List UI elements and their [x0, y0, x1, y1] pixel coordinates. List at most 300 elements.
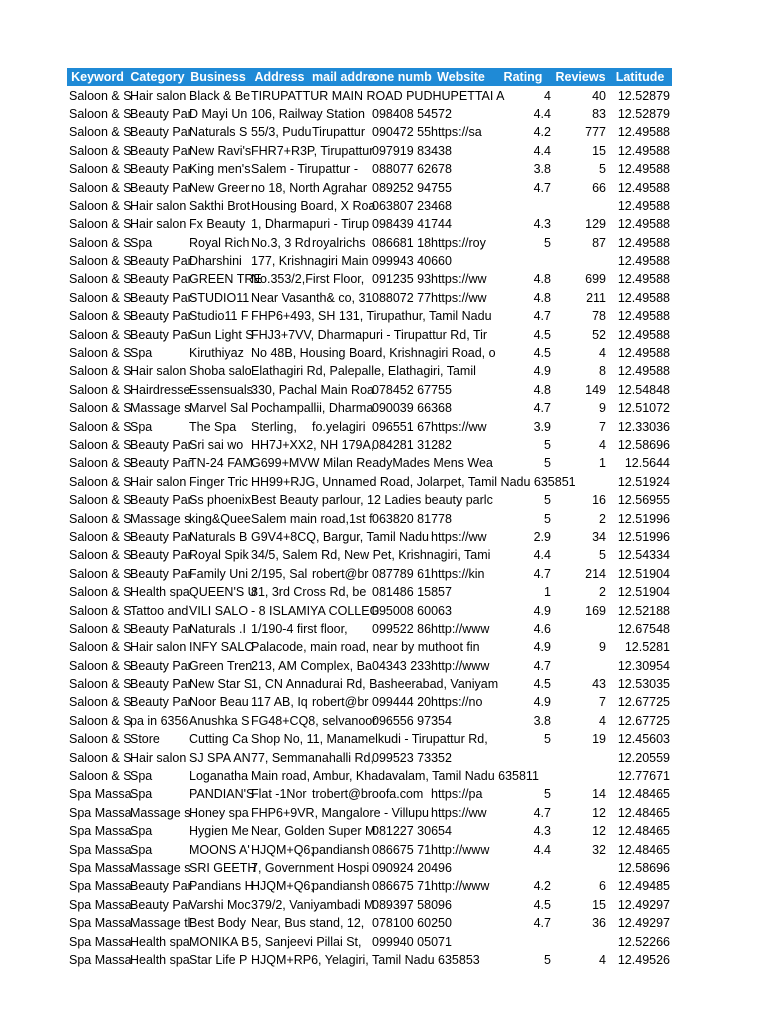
cell-latitude[interactable]: 12.49588 — [617, 198, 670, 213]
cell-keyword[interactable]: Saloon & S — [69, 217, 132, 232]
cell-keyword[interactable]: Saloon & S — [69, 769, 132, 784]
cell-rating[interactable]: 4.2 — [533, 125, 551, 140]
cell-address[interactable]: 2/195, Sal — [251, 566, 308, 581]
cell-address[interactable]: FHR7+R3P, Tirupattur — [251, 143, 374, 158]
cell-business[interactable]: Noor Beau — [189, 695, 249, 710]
cell-rating[interactable] — [493, 859, 553, 877]
cell-keyword[interactable]: Saloon & S — [69, 162, 132, 177]
cell-keyword[interactable]: Spa Massa — [69, 916, 132, 931]
cell-latitude[interactable]: 12.5644 — [624, 456, 670, 471]
cell-address[interactable]: FHJ3+7VV, Dharmapuri - Tirupattur Rd, Tir — [251, 327, 488, 342]
cell-reviews[interactable]: 4 — [599, 713, 606, 728]
cell-category[interactable]: Spa — [130, 769, 153, 784]
cell-address[interactable]: Flat -1Nor — [251, 787, 307, 802]
cell-latitude[interactable]: 12.48465 — [617, 805, 670, 820]
cell-phone[interactable]: 099943 40660 — [372, 254, 452, 269]
cell-latitude[interactable]: 12.51924 — [617, 474, 670, 489]
cell-reviews[interactable]: 83 — [592, 106, 606, 121]
cell-address[interactable]: Salem - Tirupattur - — [251, 162, 358, 177]
cell-business[interactable]: New Ravi's — [189, 143, 252, 158]
cell-category[interactable]: Hairdresse — [130, 382, 191, 397]
cell-reviews[interactable]: 7 — [599, 695, 606, 710]
cell-latitude[interactable]: 12.49526 — [617, 952, 670, 967]
cell-address[interactable]: 177, Krishnagiri Main — [251, 254, 369, 269]
cell-latitude[interactable]: 12.49588 — [617, 290, 670, 305]
cell-rating[interactable]: 4.4 — [533, 106, 551, 121]
cell-latitude[interactable]: 12.48465 — [617, 842, 670, 857]
cell-website[interactable]: https://sa — [431, 125, 482, 140]
cell-keyword[interactable]: Saloon & S — [69, 235, 132, 250]
cell-business[interactable]: The Spa — [189, 419, 237, 434]
cell-keyword[interactable]: Saloon & S — [69, 382, 132, 397]
cell-category[interactable]: Massage tl — [130, 916, 191, 931]
cell-rating[interactable]: 1 — [544, 585, 551, 600]
cell-reviews[interactable]: 699 — [585, 272, 606, 287]
cell-rating[interactable]: 4.3 — [533, 824, 551, 839]
cell-rating[interactable]: 4.7 — [533, 180, 551, 195]
cell-address[interactable]: Sterling, — [251, 419, 297, 434]
cell-business[interactable]: Essensuals — [189, 382, 253, 397]
cell-keyword[interactable]: Saloon & S — [69, 254, 132, 269]
cell-latitude[interactable]: 12.49588 — [617, 125, 670, 140]
cell-keyword[interactable]: Saloon & S — [69, 713, 132, 728]
cell-address[interactable]: TIRUPATTUR MAIN ROAD PUDHUPETTAI A — [251, 88, 505, 103]
cell-category[interactable]: Spa — [130, 842, 153, 857]
cell-address[interactable]: HJQM+RP6, Yelagiri, Tamil Nadu 635853 — [251, 952, 480, 967]
cell-phone[interactable]: 098408 54572 — [372, 106, 452, 121]
cell-business[interactable]: Studio11 F — [189, 309, 249, 324]
cell-keyword[interactable]: Saloon & S — [69, 640, 132, 655]
cell-business[interactable]: Anushka S — [189, 713, 250, 728]
cell-latitude[interactable]: 12.67548 — [617, 621, 670, 636]
cell-email[interactable]: pandiansh — [312, 879, 370, 894]
cell-address[interactable]: HH99+RJG, Unnamed Road, Jolarpet, Tamil Nadu 635851 — [251, 474, 576, 489]
cell-website[interactable]: https://ww — [431, 805, 487, 820]
cell-email[interactable]: Tirupattur — [312, 125, 366, 140]
cell-address[interactable]: 106, Railway Station — [251, 106, 365, 121]
cell-reviews[interactable]: 214 — [585, 566, 606, 581]
cell-reviews[interactable]: 36 — [592, 916, 606, 931]
cell-address[interactable]: 213, AM Complex, Ba — [251, 658, 372, 673]
column-header[interactable]: Rating — [503, 70, 543, 85]
cell-rating[interactable]: 4.9 — [533, 364, 551, 379]
cell-latitude[interactable]: 12.58696 — [617, 438, 670, 452]
cell-phone[interactable]: 078100 60250 — [372, 916, 452, 931]
cell-category[interactable]: Beauty Par — [130, 438, 192, 452]
cell-business[interactable]: New Star S — [189, 677, 253, 692]
cell-latitude[interactable]: 12.49485 — [617, 879, 670, 894]
cell-reviews[interactable] — [553, 252, 608, 270]
cell-business[interactable]: Sri sai wo — [189, 438, 244, 452]
cell-address[interactable]: G9V4+8CQ, Bargur, Tamil Nadu — [251, 529, 429, 544]
cell-phone[interactable]: 098439 41744 — [372, 217, 452, 232]
cell-keyword[interactable]: Saloon & S — [69, 198, 132, 213]
cell-website[interactable]: https://no — [431, 695, 483, 710]
cell-reviews[interactable]: 7 — [599, 419, 606, 434]
cell-latitude[interactable]: 12.67725 — [617, 695, 670, 710]
column-header[interactable]: Keyword — [71, 70, 124, 85]
cell-latitude[interactable]: 12.49588 — [617, 217, 670, 232]
cell-category[interactable]: Hair salon — [130, 198, 187, 213]
column-header[interactable]: Business — [190, 70, 246, 85]
cell-latitude[interactable]: 12.49588 — [617, 143, 670, 158]
cell-keyword[interactable]: Spa Massa — [69, 897, 132, 912]
cell-rating[interactable]: 4.5 — [533, 677, 551, 692]
cell-reviews[interactable]: 4 — [599, 438, 606, 452]
cell-phone[interactable]: 099444 20 — [372, 695, 432, 710]
cell-keyword[interactable]: Saloon & S — [69, 732, 132, 747]
cell-reviews[interactable]: 5 — [599, 162, 606, 177]
cell-rating[interactable]: 4.4 — [533, 548, 551, 563]
cell-rating[interactable]: 4.7 — [533, 805, 551, 820]
cell-category[interactable]: Beauty Par — [130, 897, 192, 912]
cell-latitude[interactable]: 12.49588 — [617, 162, 670, 177]
cell-category[interactable]: Tattoo and — [130, 603, 189, 618]
cell-business[interactable]: Fx Beauty — [189, 217, 246, 232]
cell-business[interactable]: Kiruthiyaz — [189, 346, 244, 361]
cell-website[interactable]: http://www — [431, 879, 490, 894]
cell-phone[interactable]: 04343 233 — [372, 658, 432, 673]
cell-category[interactable]: Beauty Par — [130, 125, 192, 140]
cell-rating[interactable]: 4.2 — [533, 879, 551, 894]
cell-reviews[interactable]: 4 — [599, 952, 606, 967]
cell-email[interactable]: pandiansh — [312, 842, 370, 857]
cell-category[interactable]: Hair salon — [130, 474, 187, 489]
cell-category[interactable]: Massage s — [130, 401, 191, 416]
cell-reviews[interactable]: 211 — [586, 290, 606, 305]
cell-reviews[interactable]: 777 — [585, 125, 606, 140]
cell-latitude[interactable]: 12.49297 — [617, 916, 670, 931]
cell-website[interactable]: https://ww — [431, 290, 487, 305]
cell-phone[interactable]: 099940 05071 — [372, 934, 452, 949]
cell-category[interactable]: Spa — [130, 346, 153, 361]
cell-keyword[interactable]: Saloon & S — [69, 548, 132, 563]
cell-rating[interactable]: 4 — [544, 88, 551, 103]
cell-category[interactable]: Beauty Par — [130, 548, 192, 563]
cell-address[interactable]: 81, 3rd Cross Rd, be — [251, 585, 367, 600]
cell-keyword[interactable]: Saloon & S — [69, 621, 132, 636]
cell-phone[interactable]: 081227 30654 — [372, 824, 452, 839]
cell-address[interactable]: 1, Dharmapuri - Tirup — [251, 217, 370, 232]
cell-latitude[interactable]: 12.52879 — [617, 106, 670, 121]
cell-phone[interactable]: 087789 61 — [372, 566, 432, 581]
cell-keyword[interactable]: Saloon & S — [69, 143, 132, 158]
cell-email[interactable]: robert@br — [312, 695, 369, 710]
cell-category[interactable]: Beauty Par — [130, 879, 192, 894]
cell-reviews[interactable] — [553, 748, 608, 766]
cell-category[interactable]: pa in 6356 — [130, 713, 189, 728]
cell-email[interactable]: robert@br — [312, 566, 369, 581]
cell-keyword[interactable]: Saloon & S — [69, 585, 132, 600]
cell-category[interactable]: Beauty Par — [130, 254, 192, 269]
cell-business[interactable]: Royal Spik — [189, 548, 249, 563]
cell-category[interactable]: Beauty Par — [130, 456, 192, 471]
cell-keyword[interactable]: Spa Massa — [69, 787, 132, 802]
cell-phone[interactable]: 086681 18 — [372, 235, 432, 250]
cell-rating[interactable]: 5 — [544, 787, 551, 802]
cell-business[interactable]: SJ SPA AN — [189, 750, 251, 765]
cell-business[interactable]: Sun Light S — [189, 327, 254, 342]
cell-keyword[interactable]: Spa Massa — [69, 805, 132, 820]
cell-rating[interactable]: 4.4 — [533, 143, 551, 158]
cell-rating[interactable]: 4.9 — [533, 603, 551, 618]
cell-latitude[interactable]: 12.51996 — [617, 511, 670, 526]
cell-latitude[interactable]: 12.45603 — [617, 732, 670, 747]
cell-latitude[interactable]: 12.49588 — [617, 364, 670, 379]
cell-website[interactable]: https://ww — [431, 529, 487, 544]
cell-latitude[interactable]: 12.48465 — [617, 787, 670, 802]
cell-rating[interactable] — [493, 748, 553, 766]
cell-keyword[interactable]: Saloon & S — [69, 456, 132, 471]
cell-address[interactable]: 117 AB, Iq — [251, 695, 308, 710]
column-header[interactable]: Category — [130, 70, 185, 85]
cell-phone[interactable]: 086675 71 — [372, 842, 432, 857]
cell-phone[interactable]: 089397 58096 — [372, 897, 452, 912]
cell-business[interactable]: PANDIAN'S — [189, 787, 255, 802]
cell-business[interactable]: Varshi Moc — [189, 897, 251, 912]
cell-reviews[interactable] — [553, 657, 608, 675]
cell-business[interactable]: Loganatha — [189, 769, 249, 784]
cell-rating[interactable]: 4.7 — [533, 658, 551, 673]
cell-address[interactable]: Best Beauty parlour, 12 Ladies beauty parlc — [251, 493, 493, 508]
cell-website[interactable]: https://ww — [431, 272, 487, 287]
column-header[interactable]: mail addre — [312, 70, 375, 85]
cell-keyword[interactable]: Saloon & S — [69, 88, 132, 103]
cell-phone[interactable]: 090924 20496 — [372, 860, 452, 875]
cell-keyword[interactable]: Saloon & S — [69, 272, 132, 287]
cell-keyword[interactable]: Saloon & S — [69, 180, 132, 195]
cell-business[interactable]: Hygien Me — [189, 824, 249, 839]
cell-rating[interactable]: 4.8 — [533, 272, 551, 287]
cell-business[interactable]: king&Quee — [189, 511, 251, 526]
cell-rating[interactable] — [493, 252, 553, 270]
cell-address[interactable]: 379/2, Vaniyambadi M — [251, 897, 375, 912]
cell-latitude[interactable]: 12.49588 — [617, 235, 670, 250]
cell-address[interactable]: Near, Golden Super M — [251, 824, 376, 839]
cell-address[interactable]: 34/5, Salem Rd, New Pet, Krishnagiri, Tami — [251, 548, 491, 563]
cell-keyword[interactable]: Spa Massa — [69, 824, 132, 839]
cell-reviews[interactable]: 40 — [592, 88, 606, 103]
cell-rating[interactable]: 4.7 — [533, 566, 551, 581]
cell-rating[interactable] — [493, 932, 553, 950]
cell-reviews[interactable]: 15 — [592, 143, 606, 158]
cell-business[interactable]: Naturals B — [189, 529, 248, 544]
cell-category[interactable]: Spa — [130, 419, 153, 434]
cell-email[interactable]: fo.yelagiri — [312, 419, 366, 434]
cell-category[interactable]: Spa — [130, 235, 153, 250]
cell-reviews[interactable] — [553, 859, 608, 877]
cell-address[interactable]: 330, Pachal Main Roa — [251, 382, 374, 397]
cell-reviews[interactable]: 34 — [592, 529, 606, 544]
cell-latitude[interactable]: 12.51904 — [617, 585, 670, 600]
cell-reviews[interactable]: 66 — [592, 180, 606, 195]
cell-latitude[interactable]: 12.52266 — [617, 934, 670, 949]
cell-keyword[interactable]: Saloon & S — [69, 125, 132, 140]
cell-latitude[interactable]: 12.5281 — [624, 640, 670, 655]
cell-rating[interactable]: 4.4 — [533, 842, 551, 857]
cell-category[interactable]: Beauty Par — [130, 566, 192, 581]
cell-address[interactable]: 7, Government Hospi — [251, 860, 370, 875]
cell-reviews[interactable]: 5 — [599, 548, 606, 563]
cell-category[interactable]: Beauty Par — [130, 143, 192, 158]
cell-address[interactable]: FG48+CQ8, selvanoor — [251, 713, 377, 728]
column-header[interactable]: one numb — [372, 70, 432, 85]
cell-keyword[interactable]: Saloon & S — [69, 309, 132, 324]
cell-latitude[interactable]: 12.30954 — [617, 658, 670, 673]
cell-address[interactable]: HJQM+Q6; — [251, 879, 314, 894]
cell-phone[interactable]: 081486 15857 — [372, 585, 452, 600]
cell-rating[interactable]: 5 — [544, 952, 551, 967]
cell-latitude[interactable]: 12.49588 — [617, 346, 670, 361]
cell-category[interactable]: Massage s — [130, 511, 191, 526]
cell-phone[interactable]: 090472 55 — [372, 125, 432, 140]
cell-business[interactable]: Honey spa — [189, 805, 249, 820]
cell-business[interactable]: Family Uni — [189, 566, 249, 581]
cell-address[interactable]: no 18, North Agrahar — [251, 180, 368, 195]
cell-email[interactable]: trobert@broofa.com — [312, 787, 424, 802]
cell-keyword[interactable]: Saloon & S — [69, 346, 132, 361]
cell-rating[interactable]: 5 — [544, 456, 551, 471]
cell-address[interactable]: Pochampallii, Dharma — [251, 401, 374, 416]
cell-reviews[interactable] — [553, 767, 608, 785]
cell-address[interactable]: No.353/2,First Floor, — [251, 272, 365, 287]
cell-reviews[interactable]: 4 — [599, 346, 606, 361]
cell-keyword[interactable]: Spa Massa — [69, 842, 132, 857]
cell-phone[interactable]: 063807 23468 — [372, 198, 452, 213]
cell-keyword[interactable]: Saloon & S — [69, 438, 132, 452]
cell-address[interactable]: HJQM+Q6; — [251, 842, 314, 857]
cell-business[interactable]: QUEEN'S U — [189, 585, 257, 600]
cell-phone[interactable]: 086675 71 — [372, 879, 432, 894]
cell-category[interactable]: Beauty Par — [130, 106, 192, 121]
cell-category[interactable]: Hair salon — [130, 750, 187, 765]
cell-rating[interactable]: 5 — [544, 235, 551, 250]
cell-rating[interactable]: 4.7 — [533, 916, 551, 931]
cell-category[interactable]: Spa — [130, 824, 153, 839]
cell-latitude[interactable]: 12.54334 — [617, 548, 670, 563]
cell-phone[interactable]: 095008 60063 — [372, 603, 452, 618]
cell-latitude[interactable]: 12.49588 — [617, 327, 670, 342]
cell-category[interactable]: Beauty Par — [130, 290, 192, 305]
cell-category[interactable]: Beauty Par — [130, 272, 192, 287]
cell-latitude[interactable]: 12.49588 — [617, 180, 670, 195]
cell-latitude[interactable]: 12.33036 — [617, 419, 670, 434]
cell-reviews[interactable]: 6 — [599, 879, 606, 894]
cell-category[interactable]: Health spa — [130, 952, 190, 967]
cell-latitude[interactable]: 12.48465 — [617, 824, 670, 839]
cell-reviews[interactable]: 149 — [585, 382, 606, 397]
cell-category[interactable]: Beauty Par — [130, 327, 192, 342]
cell-address[interactable]: Shop No, 11, Manamelkudi - Tirupattur Rd, — [251, 732, 488, 747]
cell-latitude[interactable]: 12.53035 — [617, 677, 670, 692]
cell-address[interactable]: 77, Semmanahalli Rd, — [251, 750, 374, 765]
cell-category[interactable]: Beauty Par — [130, 309, 192, 324]
cell-category[interactable]: Beauty Par — [130, 621, 192, 636]
cell-keyword[interactable]: Saloon & S — [69, 695, 132, 710]
cell-address[interactable]: Housing Board, X Roa — [251, 198, 376, 213]
cell-rating[interactable]: 4.5 — [533, 327, 551, 342]
cell-phone[interactable]: 091235 93 — [372, 272, 432, 287]
cell-keyword[interactable]: Saloon & S — [69, 658, 132, 673]
cell-keyword[interactable]: Saloon & S — [69, 566, 132, 581]
cell-category[interactable]: Beauty Par — [130, 695, 192, 710]
cell-address[interactable]: Near, Bus stand, 12, — [251, 916, 365, 931]
cell-category[interactable]: Spa — [130, 787, 153, 802]
cell-keyword[interactable]: Spa Massa — [69, 934, 132, 949]
cell-category[interactable]: Hair salon — [130, 640, 187, 655]
cell-category[interactable]: Beauty Par — [130, 162, 192, 177]
cell-business[interactable]: Cutting Ca — [189, 732, 249, 747]
cell-address[interactable]: FHP6+493, SH 131, Tirupathur, Tamil Nadu — [251, 309, 492, 324]
cell-business[interactable]: Dharshini — [189, 254, 242, 269]
cell-reviews[interactable]: 8 — [599, 364, 606, 379]
cell-rating[interactable] — [493, 197, 553, 215]
cell-reviews[interactable]: 2 — [599, 511, 606, 526]
cell-rating[interactable]: 4.7 — [533, 401, 551, 416]
cell-latitude[interactable]: 12.58696 — [617, 860, 670, 875]
cell-phone[interactable]: 099523 73352 — [372, 750, 452, 765]
cell-business[interactable]: D Mayi Un — [189, 106, 248, 121]
cell-rating[interactable]: 4.9 — [533, 695, 551, 710]
cell-address[interactable]: G699+MVW Milan ReadyMades Mens Wea — [251, 456, 493, 471]
cell-rating[interactable]: 3.9 — [533, 419, 551, 434]
column-header[interactable]: Website — [437, 70, 485, 85]
cell-keyword[interactable]: Spa Massa — [69, 879, 132, 894]
column-header[interactable]: Reviews — [555, 70, 606, 85]
cell-rating[interactable]: 4.5 — [533, 346, 551, 361]
cell-address[interactable]: No.3, 3 Rd — [251, 235, 311, 250]
cell-keyword[interactable]: Saloon & S — [69, 364, 132, 379]
cell-keyword[interactable]: Saloon & S — [69, 474, 132, 489]
cell-latitude[interactable]: 12.49297 — [617, 897, 670, 912]
cell-keyword[interactable]: Saloon & S — [69, 493, 132, 508]
cell-reviews[interactable]: 12 — [592, 824, 606, 839]
cell-business[interactable]: Pandians H — [189, 879, 254, 894]
cell-rating[interactable]: 3.8 — [533, 162, 551, 177]
cell-category[interactable]: Store — [130, 732, 160, 747]
cell-business[interactable]: INFY SALO — [189, 640, 255, 655]
cell-reviews[interactable] — [553, 620, 608, 638]
cell-website[interactable]: http://www — [431, 621, 490, 636]
cell-keyword[interactable]: Saloon & S — [69, 290, 132, 305]
cell-phone[interactable]: 096551 67 — [372, 419, 432, 434]
cell-rating[interactable]: 2.9 — [533, 529, 551, 544]
cell-business[interactable]: SRI GEETH — [189, 860, 257, 875]
cell-reviews[interactable]: 43 — [592, 677, 606, 692]
cell-rating[interactable]: 5 — [544, 732, 551, 747]
cell-keyword[interactable]: Saloon & S — [69, 511, 132, 526]
cell-business[interactable]: Star Life P — [189, 952, 248, 967]
cell-category[interactable]: Beauty Par — [130, 529, 192, 544]
cell-address[interactable]: Main road, Ambur, Khadavalam, Tamil Nadu 635811 — [251, 769, 539, 784]
cell-reviews[interactable]: 2 — [599, 585, 606, 600]
cell-website[interactable]: https://roy — [431, 235, 486, 250]
cell-latitude[interactable]: 12.51072 — [617, 401, 670, 416]
cell-address[interactable]: 1, CN Annadurai Rd, Basheerabad, Vaniyam — [251, 677, 499, 692]
cell-latitude[interactable]: 12.49588 — [617, 272, 670, 287]
cell-latitude[interactable]: 12.51904 — [617, 566, 670, 581]
cell-phone[interactable]: 089252 94755 — [372, 180, 452, 195]
cell-phone[interactable]: 097919 83438 — [372, 143, 452, 158]
cell-latitude[interactable]: 12.77671 — [617, 769, 670, 784]
cell-phone[interactable]: 096556 97354 — [372, 713, 452, 728]
cell-phone[interactable]: 084281 31282 — [372, 438, 452, 452]
cell-rating[interactable]: 5 — [544, 438, 551, 452]
cell-latitude[interactable]: 12.56955 — [617, 493, 670, 508]
cell-address[interactable]: 5, Sanjeevi Pillai St, — [251, 934, 362, 949]
cell-phone[interactable]: 063820 81778 — [372, 511, 452, 526]
cell-reviews[interactable]: 16 — [592, 493, 606, 508]
